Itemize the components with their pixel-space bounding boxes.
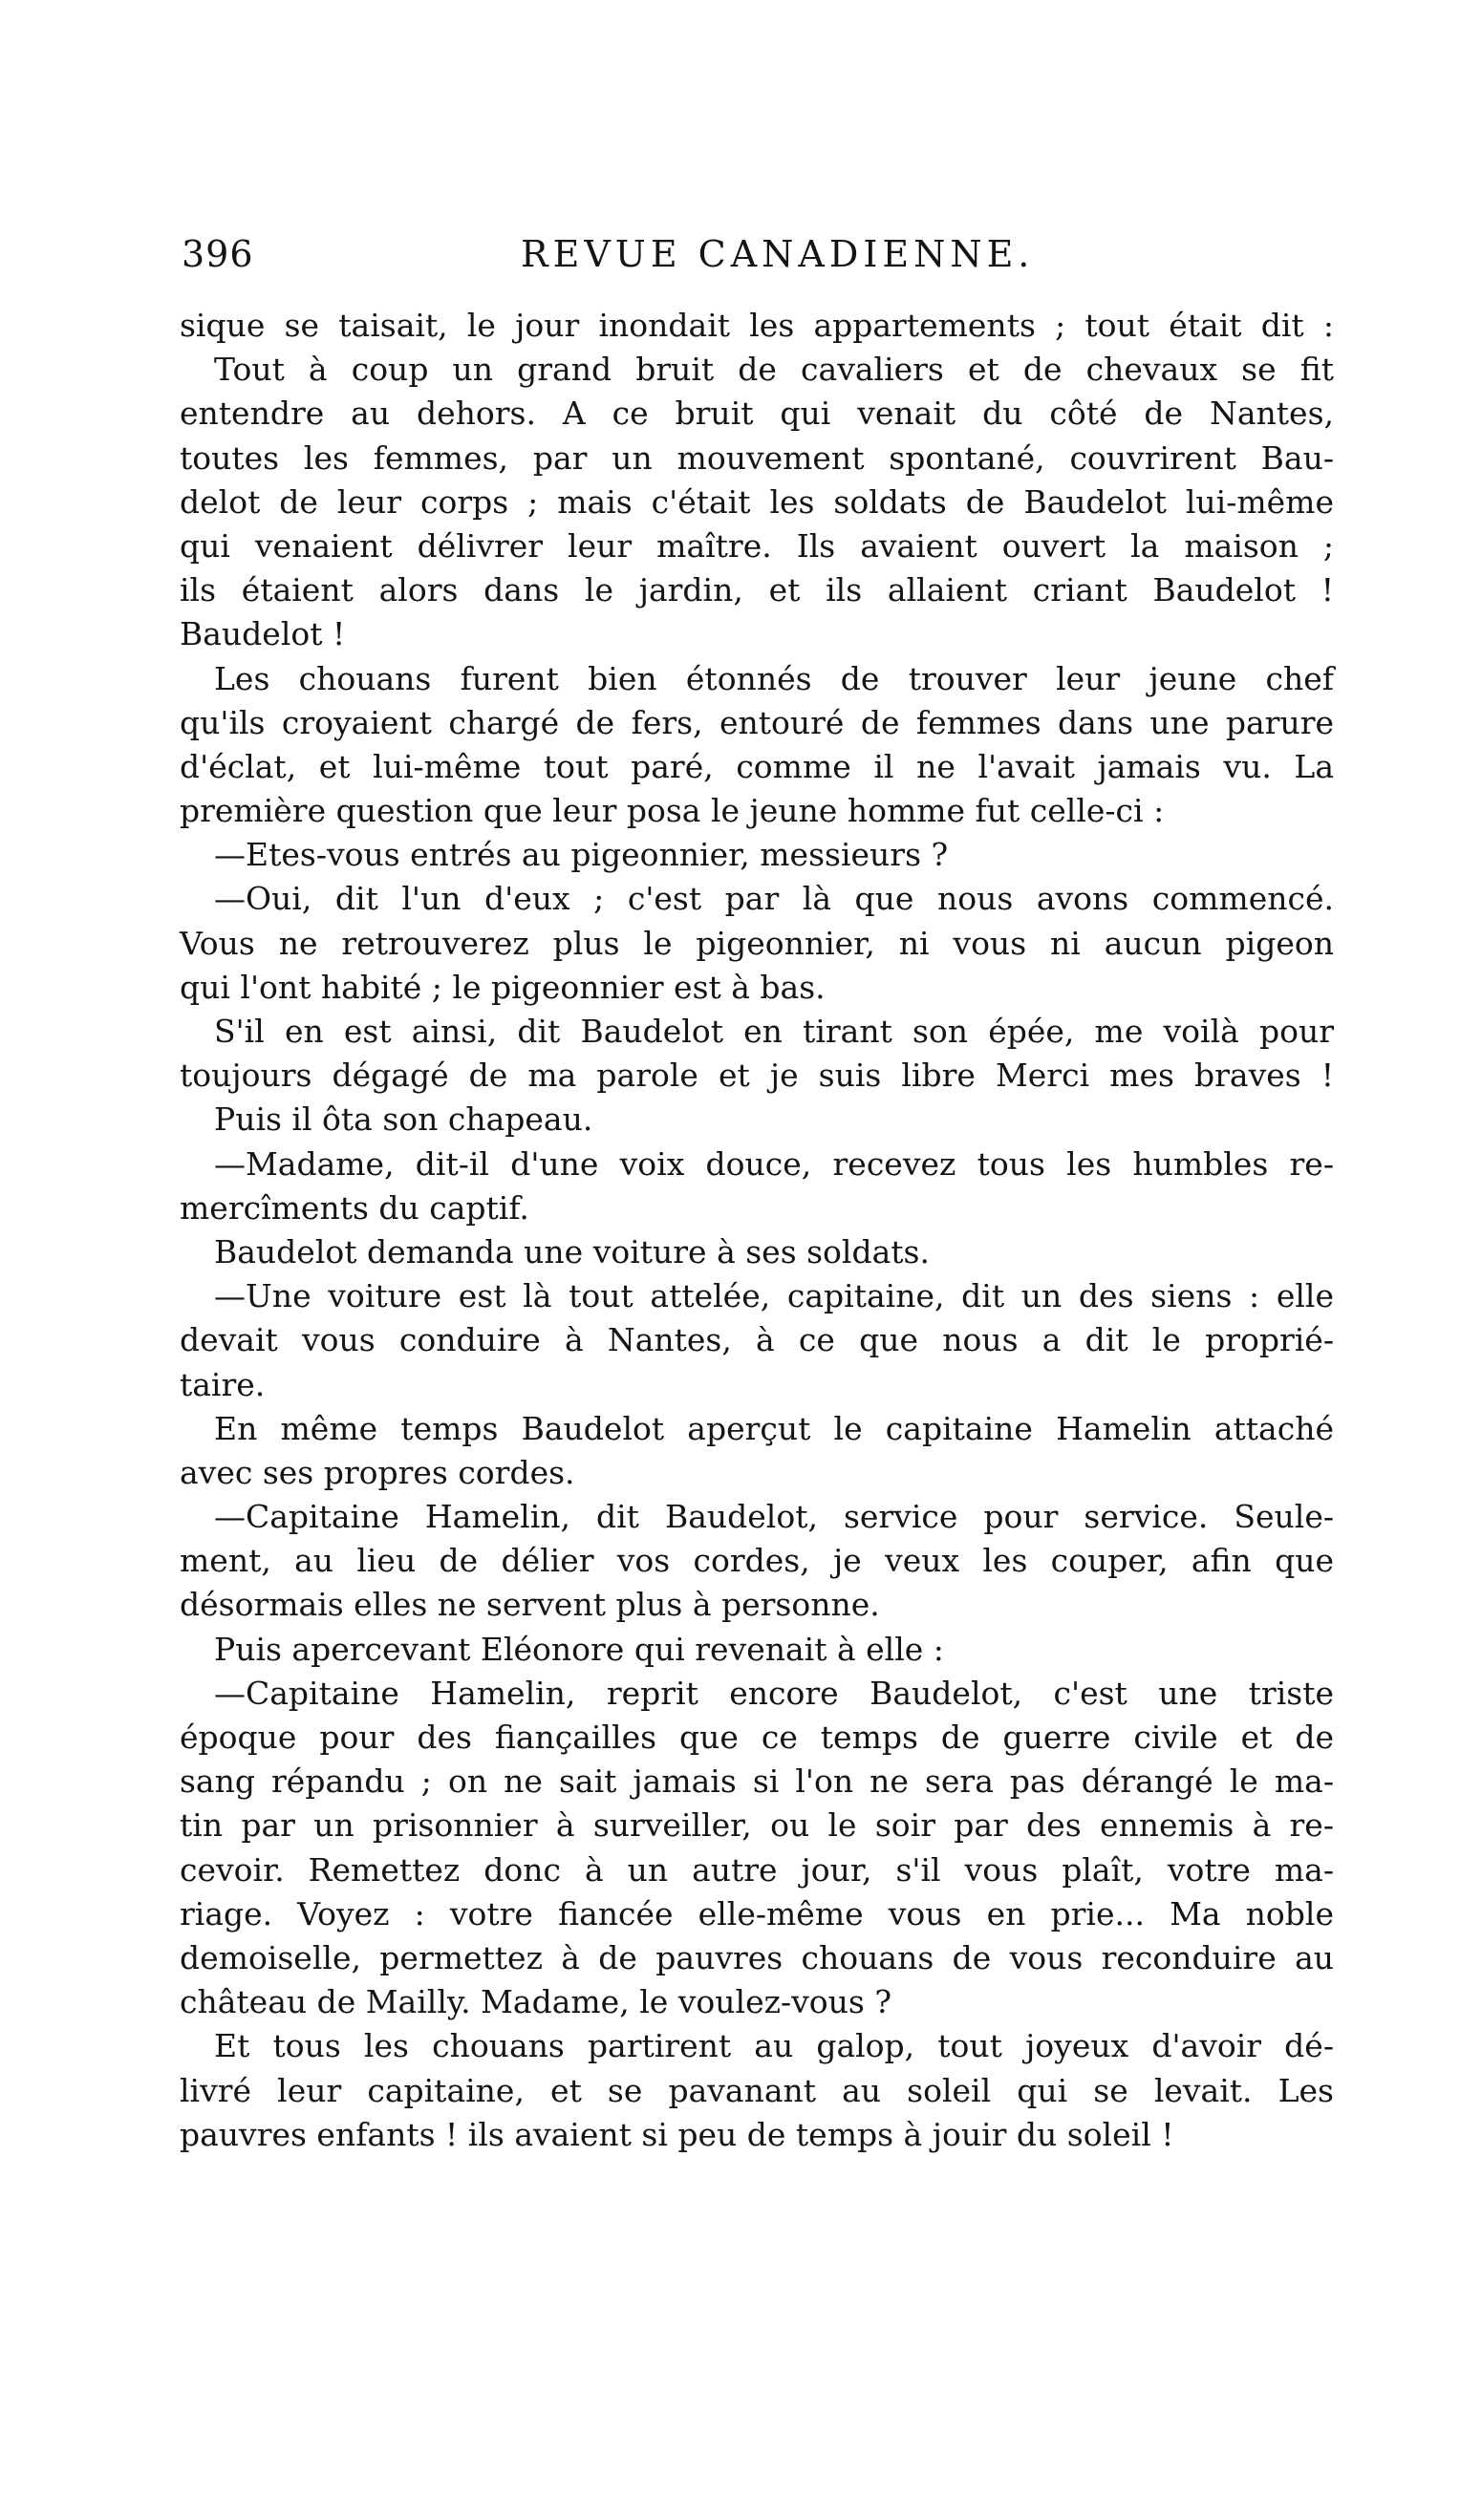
text-line: Tout à coup un grand bruit de cavaliers et de chevaux se fit [214, 351, 1334, 389]
text-line: devait vous conduire à Nantes, à ce que nous a dit le proprié- [180, 1321, 1334, 1359]
text-line: tin par un prisonnier à surveiller, ou le soir par des ennemis à re- [180, 1806, 1334, 1845]
text-line: —Etes-vous entrés au pigeonnier, messieurs ? [214, 836, 949, 874]
text-line: qui l'ont habité ; le pigeonnier est à bas. [180, 968, 826, 1006]
text-line: delot de leur corps ; mais c'était les soldats de Baudelot lui-même [180, 482, 1334, 521]
text-line: Les chouans furent bien étonnés de trouver leur jeune chef [214, 659, 1334, 697]
text-line: —Madame, dit-il d'une voix douce, recevez tous les humbles re- [214, 1144, 1334, 1183]
text-line: première question que leur posa le jeune homme fut celle-ci : [180, 792, 1165, 830]
text-line: demoiselle, permettez à de pauvres chouans de vous reconduire au [180, 1938, 1334, 1976]
text-line: taire. [180, 1365, 266, 1403]
text-line: entendre au dehors. A ce bruit qui venait du côté de Nantes, [180, 395, 1334, 433]
text-line: époque pour des fiançailles que ce temps de guerre civile et de [180, 1719, 1334, 1756]
text-line: Vous ne retrouverez plus le pigeonnier, ni vous ni aucun pigeon [180, 924, 1334, 962]
text-line: En même temps Baudelot aperçut le capitaine Hamelin attaché [214, 1409, 1334, 1447]
text-line: ment, au lieu de délier vos cordes, je veux les couper, afin que [180, 1542, 1334, 1580]
page-header [182, 233, 1328, 290]
page-number: 396 [182, 233, 254, 275]
text-line: ils étaient alors dans le jardin, et ils allaient criant Baudelot ! [180, 571, 1334, 609]
text-line: —Capitaine Hamelin, reprit encore Baudelot, c'est une triste [214, 1674, 1334, 1712]
text-line: d'éclat, et lui-même tout paré, comme il ne l'avait jamais vu. La [180, 747, 1334, 785]
text-line: S'il en est ainsi, dit Baudelot en tirant son épée, me voilà pour [214, 1013, 1334, 1050]
text-line: toutes les femmes, par un mouvement spontané, couvrirent Bau- [180, 438, 1334, 477]
text-line: avec ses propres cordes. [180, 1453, 575, 1491]
text-line: Puis il ôta son chapeau. [214, 1100, 593, 1139]
text-line: sang répandu ; on ne sait jamais si l'on ne sera pas dérangé le ma- [180, 1762, 1334, 1801]
text-line: —Oui, dit l'un d'eux ; c'est par là que nous avons commencé. [214, 880, 1334, 918]
text-line: sique se taisait, le jour inondait les appartements ; tout était dit : [180, 307, 1334, 344]
text-line: mercîments du captif. [180, 1188, 529, 1227]
text-line: —Capitaine Hamelin, dit Baudelot, service pour service. Seule- [214, 1498, 1334, 1536]
text-line: Et tous les chouans partirent au galop, tout joyeux d'avoir dé- [214, 2027, 1334, 2065]
text-line: château de Mailly. Madame, le voulez-vous ? [180, 1983, 892, 2021]
text-line: —Une voiture est là tout attelée, capitaine, dit un des siens : elle [214, 1277, 1334, 1315]
text-line: Baudelot ! [180, 615, 346, 653]
text-line: qui venaient délivrer leur maître. Ils avaient ouvert la maison ; [180, 526, 1334, 565]
text-line: livré leur capitaine, et se pavanant au soleil qui se levait. Les [180, 2071, 1334, 2109]
text-line: Baudelot demanda une voiture à ses soldats. [214, 1232, 930, 1271]
text-line: cevoir. Remettez donc à un autre jour, s'il vous plaît, votre ma- [180, 1850, 1334, 1889]
text-line: pauvres enfants ! ils avaient si peu de temps à jouir du soleil ! [180, 2115, 1174, 2153]
text-line: riage. Voyez : votre fiancée elle-même vous en prie... Ma noble [180, 1894, 1334, 1933]
running-title: REVUE CANADIENNE. [521, 233, 1035, 275]
text-line: qu'ils croyaient chargé de fers, entouré de femmes dans une parure [180, 703, 1334, 741]
text-line: toujours dégagé de ma parole et je suis libre Merci mes braves ! [180, 1057, 1334, 1095]
body-text [180, 304, 1334, 2157]
text-line: Puis apercevant Eléonore qui revenait à elle : [214, 1630, 944, 1668]
text-line: désormais elles ne servent plus à personne. [180, 1586, 880, 1624]
